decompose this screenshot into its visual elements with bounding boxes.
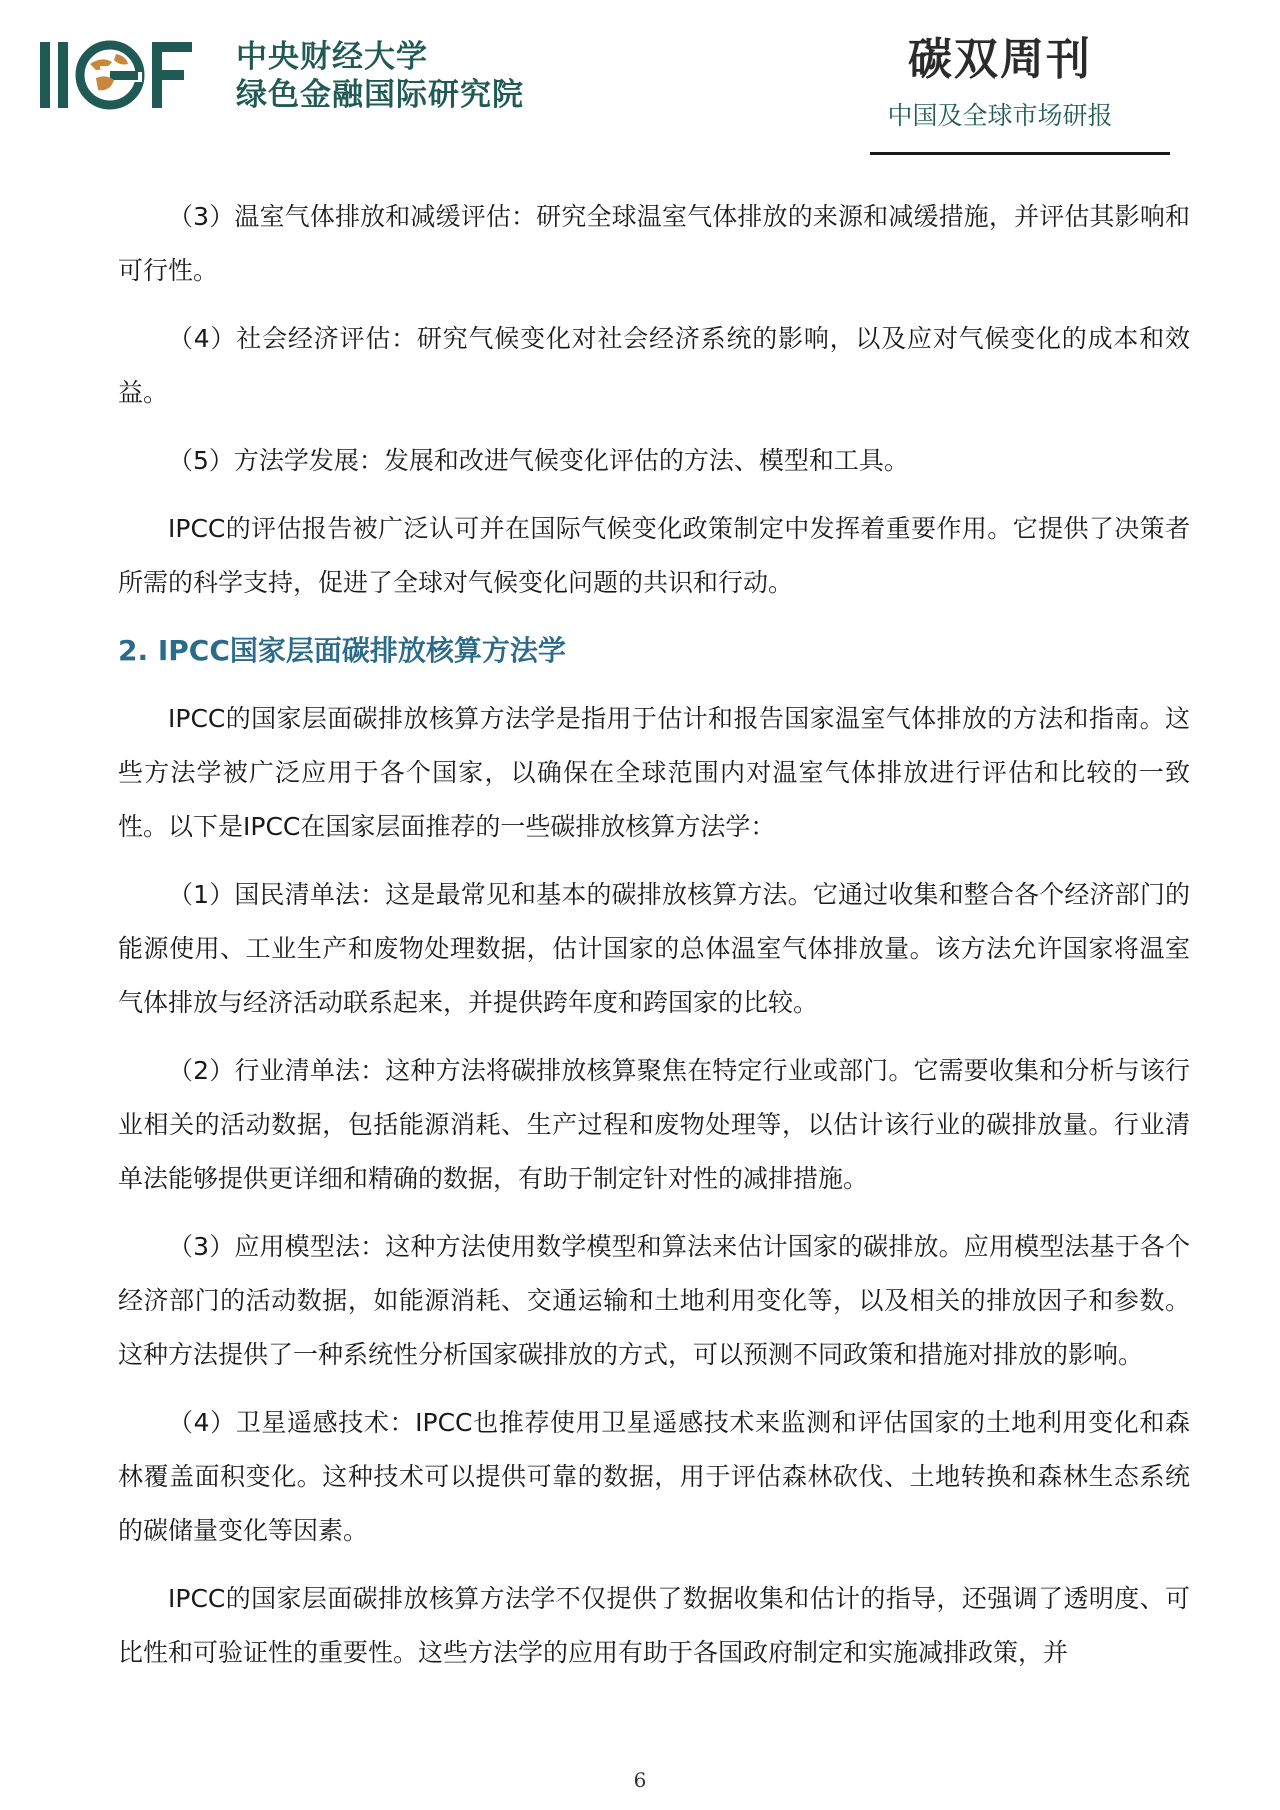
- publication-title: 碳双周刊: [908, 34, 1092, 85]
- paragraph-item-5: （5）方法学发展：发展和改进气候变化评估的方法、模型和工具。: [168, 446, 909, 475]
- paragraph-method-2: （2）行业清单法：这种方法将碳排放核算聚焦在特定行业或部门。它需要收集和分析与该行业相关的活动数据，包括能源消耗、生产过程和废物处理等，以估计该行业的碳排放量。行业清单法能够提供更详细和精确的数据，有助于制定针对性的减排措施。: [118, 1056, 1190, 1193]
- paragraph-method-4: （4）卫星遥感技术：IPCC也推荐使用卫星遥感技术来监测和评估国家的土地利用变化和森林覆盖面积变化。这种技术可以提供可靠的数据，用于评估森林砍伐、土地转换和森林生态系统的碳储量变化等因素。: [118, 1408, 1190, 1545]
- section-heading: 2. IPCC国家层面碳排放核算方法学: [118, 634, 566, 667]
- paragraph-item-4: （4）社会经济评估：研究气候变化对社会经济系统的影响，以及应对气候变化的成本和效益。: [118, 324, 1190, 407]
- org-line-2: 绿色金融国际研究院: [236, 77, 524, 113]
- header-rule: [870, 152, 1170, 155]
- paragraph-methodology-intro: IPCC的国家层面碳排放核算方法学是指用于估计和报告国家温室气体排放的方法和指南。这些方法学被广泛应用于各个国家，以确保在全球范围内对温室气体排放进行评估和比较的一致性。以下是IPCC在国家层面推荐的一些碳排放核算方法学：: [118, 704, 1190, 841]
- paragraph-item-3: （3）温室气体排放和减缓评估：研究全球温室气体排放的来源和减缓措施，并评估其影响和可行性。: [118, 202, 1190, 285]
- organization-name: [236, 38, 524, 114]
- paragraph-method-3: （3）应用模型法：这种方法使用数学模型和算法来估计国家的碳排放。应用模型法基于各个经济部门的活动数据，如能源消耗、交通运输和土地利用变化等，以及相关的排放因子和参数。这种方法提供了一种系统性分析国家碳排放的方式，可以预测不同政策和措施对排放的影响。: [118, 1232, 1190, 1369]
- page-header: [0, 0, 1280, 160]
- paragraph-conclusion: IPCC的国家层面碳排放核算方法学不仅提供了数据收集和估计的指导，还强调了透明度、可比性和可验证性的重要性。这些方法学的应用有助于各国政府制定和实施减排政策，并: [118, 1584, 1190, 1667]
- paragraph-ipcc-reports: IPCC的评估报告被广泛认可并在国际气候变化政策制定中发挥着重要作用。它提供了决策者所需的科学支持，促进了全球对气候变化问题的共识和行动。: [118, 514, 1190, 597]
- iigf-logo: [40, 40, 210, 112]
- iigf-logo-mark: [40, 40, 210, 112]
- org-line-1: 中央财经大学: [236, 39, 428, 75]
- publication-block: [870, 32, 1170, 158]
- page-number: 6: [633, 1768, 647, 1792]
- publication-subtitle: 中国及全球市场研报: [887, 101, 1113, 130]
- globe-icon: [80, 45, 142, 105]
- paragraph-method-1: （1）国民清单法：这是最常见和基本的碳排放核算方法。它通过收集和整合各个经济部门的能源使用、工业生产和废物处理数据，估计国家的总体温室气体排放量。该方法允许国家将温室气体排放与经济活动联系起来，并提供跨年度和跨国家的比较。: [118, 880, 1190, 1017]
- document-body: [118, 190, 1190, 1694]
